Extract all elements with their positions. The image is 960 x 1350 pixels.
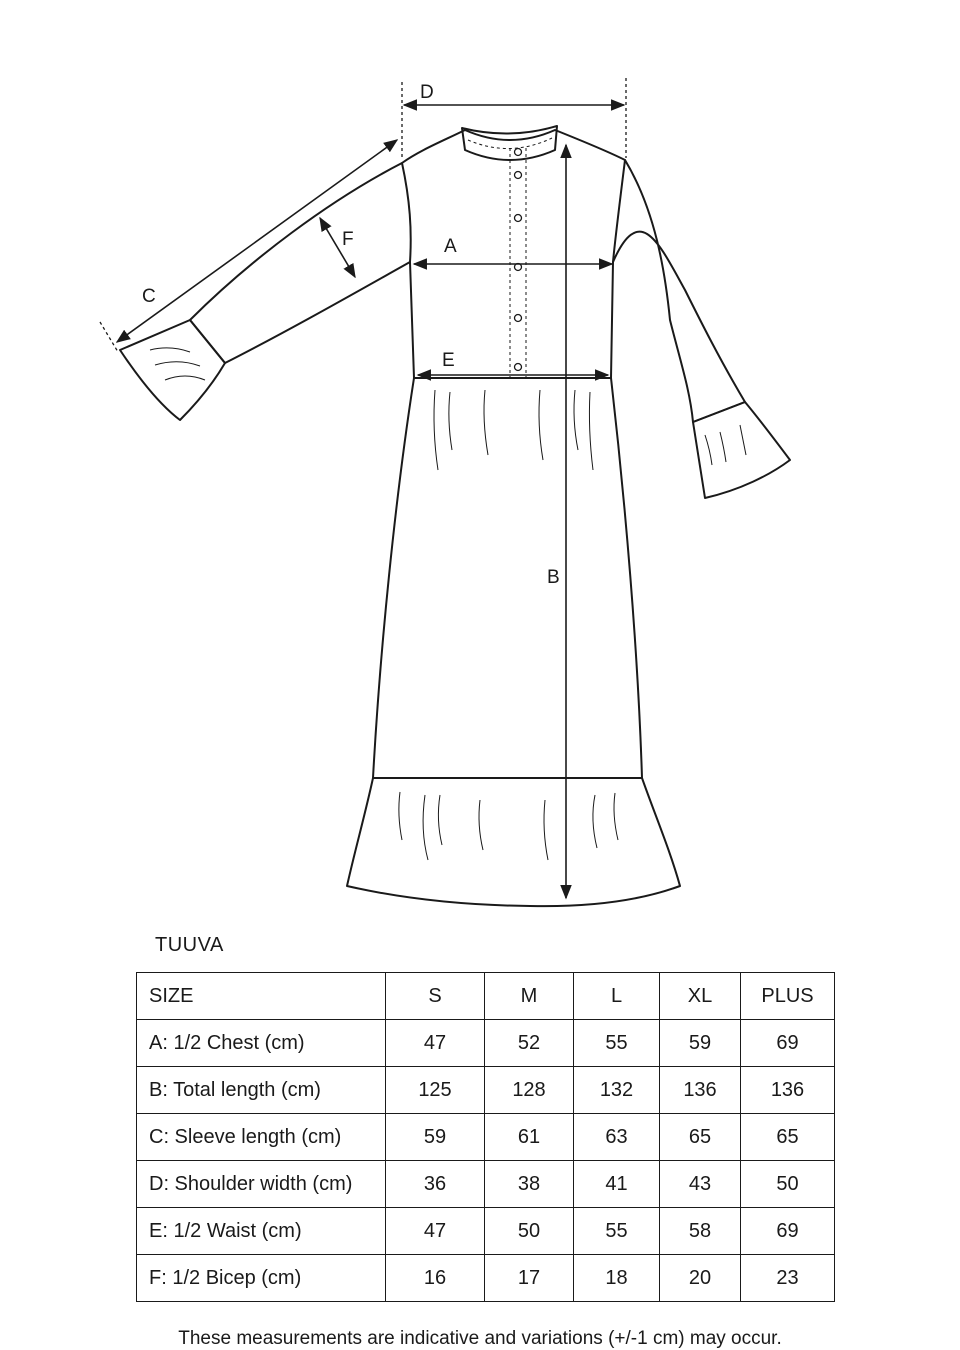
header-cell-xl: XL (660, 973, 741, 1020)
gather-marks (150, 348, 746, 860)
table-cell: 20 (660, 1255, 741, 1302)
table-cell: 55 (574, 1020, 660, 1067)
dress-buttons (515, 149, 522, 371)
table-cell: 125 (386, 1067, 485, 1114)
table-cell: 55 (574, 1208, 660, 1255)
table-cell: 38 (485, 1161, 574, 1208)
table-cell: 36 (386, 1161, 485, 1208)
table-cell: 43 (660, 1161, 741, 1208)
table-cell: 41 (574, 1161, 660, 1208)
dress-left-cuff (120, 320, 225, 420)
dimension-label-d: D (420, 82, 434, 103)
table-row-chest (137, 1020, 835, 1067)
dimension-label-c: C (142, 286, 156, 307)
header-cell-s: S (386, 973, 485, 1020)
table-cell: 23 (741, 1255, 835, 1302)
dimension-label-e: E (442, 350, 455, 371)
table-row-sleeve-length (137, 1114, 835, 1161)
table-cell: 69 (741, 1208, 835, 1255)
table-cell: 69 (741, 1020, 835, 1067)
table-header-row (137, 973, 835, 1020)
size-chart-table (136, 972, 835, 1302)
header-cell-plus: PLUS (741, 973, 835, 1020)
table-row-total-length (137, 1067, 835, 1114)
header-cell-m: M (485, 973, 574, 1020)
dress-left-sleeve (190, 163, 410, 363)
row-label: B: Total length (cm) (137, 1067, 386, 1114)
table-cell: 59 (386, 1114, 485, 1161)
dress-hem-ruffle (347, 778, 680, 906)
dress-right-sleeve (613, 160, 745, 422)
dimension-label-a: A (444, 236, 457, 257)
dress-bodice (402, 130, 625, 378)
table-cell: 18 (574, 1255, 660, 1302)
table-cell: 16 (386, 1255, 485, 1302)
table-cell: 52 (485, 1020, 574, 1067)
table-row-shoulder-width (137, 1161, 835, 1208)
row-label: C: Sleeve length (cm) (137, 1114, 386, 1161)
dimension-label-f: F (342, 229, 354, 250)
table-cell: 47 (386, 1208, 485, 1255)
dress-right-cuff (693, 402, 790, 498)
table-cell: 136 (741, 1067, 835, 1114)
table-cell: 50 (485, 1208, 574, 1255)
row-label: D: Shoulder width (cm) (137, 1161, 386, 1208)
header-cell-size: SIZE (137, 973, 386, 1020)
table-cell: 47 (386, 1020, 485, 1067)
row-label: A: 1/2 Chest (cm) (137, 1020, 386, 1067)
table-row-bicep (137, 1255, 835, 1302)
table-cell: 58 (660, 1208, 741, 1255)
table-cell: 61 (485, 1114, 574, 1161)
table-cell: 136 (660, 1067, 741, 1114)
table-row-waist (137, 1208, 835, 1255)
dress-skirt (373, 378, 642, 778)
product-name: TUUVA (155, 934, 224, 956)
table-cell: 65 (741, 1114, 835, 1161)
table-cell: 128 (485, 1067, 574, 1114)
table-cell: 65 (660, 1114, 741, 1161)
table-cell: 132 (574, 1067, 660, 1114)
dimension-label-b: B (547, 567, 560, 588)
row-label: F: 1/2 Bicep (cm) (137, 1255, 386, 1302)
dimension-c-arrow (117, 140, 397, 342)
table-cell: 50 (741, 1161, 835, 1208)
table-cell: 59 (660, 1020, 741, 1067)
row-label: E: 1/2 Waist (cm) (137, 1208, 386, 1255)
table-cell: 17 (485, 1255, 574, 1302)
table-cell: 63 (574, 1114, 660, 1161)
header-cell-l: L (574, 973, 660, 1020)
measurement-disclaimer: These measurements are indicative and variations (+/-1 cm) may occur. (178, 1328, 782, 1349)
